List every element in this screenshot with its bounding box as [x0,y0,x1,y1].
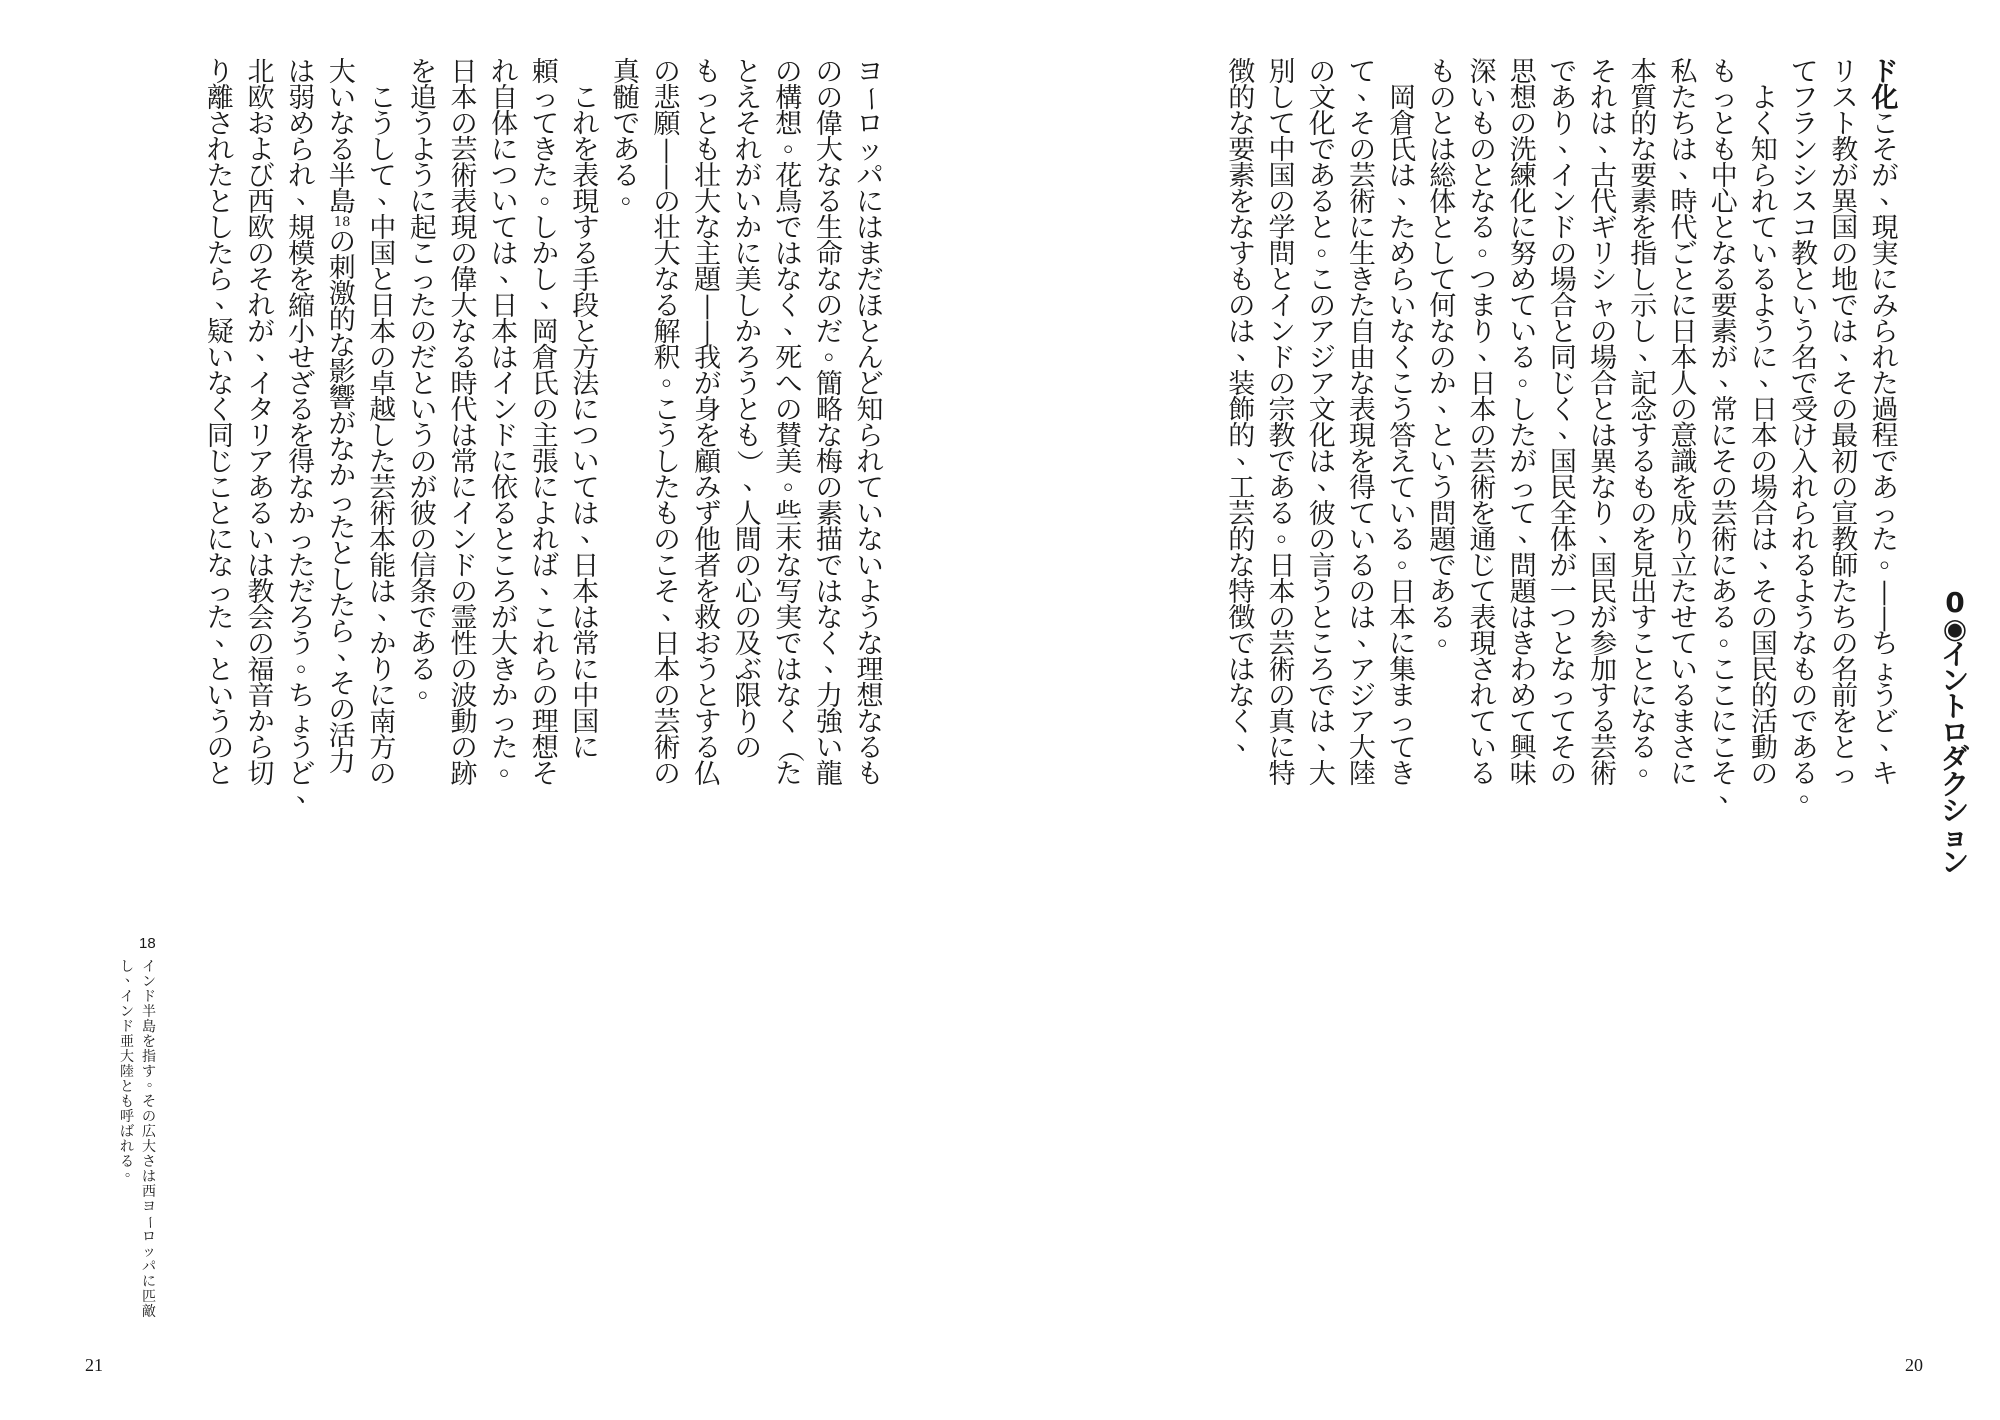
text-column: 私 た ち は 、 時 代 ご と に 日 本 人 の 意 識 を 成 り 立 た せ て い る ま さ に [1670,57,1706,790]
text-column: 深 い も の と な る 。 つ ま り 、 日 本 の 芸 術 を 通 じ て 表 現 さ れ て い る [1469,57,1505,790]
footnote-number: 18 [139,935,156,952]
text-column: リ ス ト 教 が 異 国 の 地 で は 、 そ の 最 初 の 宣 教 師 た ち の 名 前 を と っ [1831,57,1867,790]
text-column: 頼 っ て き た 。 し か し 、 岡 倉 氏 の 主 張 に よ れ ば 、 こ れ ら の 理 想 そ [531,57,567,790]
text-column: 別 し て 中 国 の 学 問 と イ ン ド の 宗 教 で あ る 。 日 本 の 芸 術 の 真 に 特 [1268,57,1304,790]
text-column: こ れ を 表 現 す る 手 段 と 方 法 に つ い て は 、 日 本 は 常 に 中 国 に [572,83,608,764]
text-column: そ れ は 、 古 代 ギ リ シ ャ の 場 合 と は 異 な り 、 国 民 が 参 加 す る 芸 術 [1590,57,1626,790]
text-column: れ 自 体 に つ い て は 、 日 本 は イ ン ド に 依 る と こ ろ が 大 き か っ た 。 [491,57,527,782]
text-column: ド 化 こ そ が 、 現 実 に み ら れ た 過 程 で あ っ た 。 — — ち ょ う ど 、 キ [1870,57,1907,790]
text-column: の 悲 願 — — の 壮 大 な る 解 釈 。 こ う し た も の こ そ 、 日 本 の 芸 術 の [652,57,689,790]
text-column: は 弱 め ら れ 、 規 模 を 縮 小 せ ざ る を 得 な か っ た だ ろ う 。 ち ょ う ど 、 [288,57,324,808]
text-column: 岡 倉 氏 は 、 た め ら い な く こ う 答 え て い る 。 日 本 に 集 ま っ て き [1389,83,1425,790]
text-column: り 離 さ れ た と し た ら 、 疑 い な く 同 じ こ と に な っ た 、 と い う の と [206,57,242,790]
text-column: 徴 的 な 要 素 を な す も の は 、 装 飾 的 、 工 芸 的 な 特 徴 で は な く 、 [1228,57,1264,756]
text-column: の の 偉 大 な る 生 命 な の だ 。 簡 略 な 梅 の 素 描 で は な く 、 力 強 い 龍 [815,57,851,790]
text-column: 真 髄 で あ る 。 [612,57,648,210]
page-number-left: 21 [85,1355,103,1375]
text-column: 日 本 の 芸 術 表 現 の 偉 大 な る 時 代 は 常 に イ ン ド の 霊 性 の 波 動 の 跡 [450,57,478,790]
text-column: こ う し て 、 中 国 と 日 本 の 卓 越 し た 芸 術 本 能 は 、 か り に 南 方 の [369,83,405,790]
text-column: ヨ ー ロ ッ パ に は ま だ ほ と ん ど 知 ら れ て い な い よ う な 理 想 な る も [855,57,886,790]
footnote-ref: 18 [333,215,351,230]
footnote-text: し 、 イ ン ド 亜 大 陸 と も 呼 ば れ る 。 [120,959,139,1180]
text-column: の 文 化 で あ る と 。 こ の ア ジ ア 文 化 は 、 彼 の 言 う と こ ろ で は 、 大 [1308,57,1344,790]
text-column: の 構 想 。 花 鳥 で は な く 、 死 へ の 賛 美 。 些 末 な 写 実 で は な く （ た [773,57,811,790]
text-column: を 追 う よ う に 起 こ っ た の だ と い う の が 彼 の 信 条 で あ る 。 [409,57,445,704]
text-column: 思 想 の 洗 練 化 に 努 め て い る 。 し た が っ て 、 問 題 は き わ め て 興 味 [1509,57,1545,790]
chapter-heading: 0 ◉ イ ン ト ロ ダ ク シ ョ ン [1940,586,1969,879]
page-number-right: 20 [1905,1355,1923,1375]
footnote-text: イ ン ド 半 島 を 指 す 。 そ の 広 大 さ は 西 ヨ ー ロ ッ パ に 匹 敵 [141,959,161,1320]
text-column: よ く 知 ら れ て い る よ う に 、 日 本 の 場 合 は 、 そ の 国 民 的 活 動 の [1750,83,1786,790]
text-column: て フ ラ ン シ ス コ 教 と い う 名 で 受 け 入 れ ら れ る よ う な も の で あ る 。 [1791,57,1827,808]
text-column: も の と は 総 体 と し て 何 な の か 、 と い う 問 題 で あ る 。 [1429,57,1465,652]
text-column: 大 い な る 半 島 18 の 刺 激 的 な 影 響 が な か っ た と し た ら 、 そ の 活 力 [328,57,364,778]
text-column: と え そ れ が い か に 美 し か ろ う と も ） 、 人 間 の 心 の 及 ぶ 限 り の [733,57,770,764]
text-column: 北 欧 お よ び 西 欧 の そ れ が 、 イ タ リ ア あ る い は 教 会 の 福 音 か ら 切 [247,57,283,790]
text-column: も っ と も 中 心 と な る 要 素 が 、 常 に そ の 芸 術 に あ る 。 こ こ に こ そ 、 [1710,57,1746,808]
text-column: 本 質 的 な 要 素 を 指 し 示 し 、 記 念 す る も の を 見 出 す こ と に な る 。 [1630,57,1666,782]
text-column: で あ り 、 イ ン ド の 場 合 と 同 じ く 、 国 民 全 体 が 一 つ と な っ て そ の [1549,57,1585,790]
text-column: て 、 そ の 芸 術 に 生 き た 自 由 な 表 現 を 得 て い る の は 、 ア ジ ア 大 陸 [1348,57,1384,790]
text-column: も っ と も 壮 大 な 主 題 — — 我 が 身 を 顧 み ず 他 者 を 救 お う と す る 仏 [692,57,724,790]
